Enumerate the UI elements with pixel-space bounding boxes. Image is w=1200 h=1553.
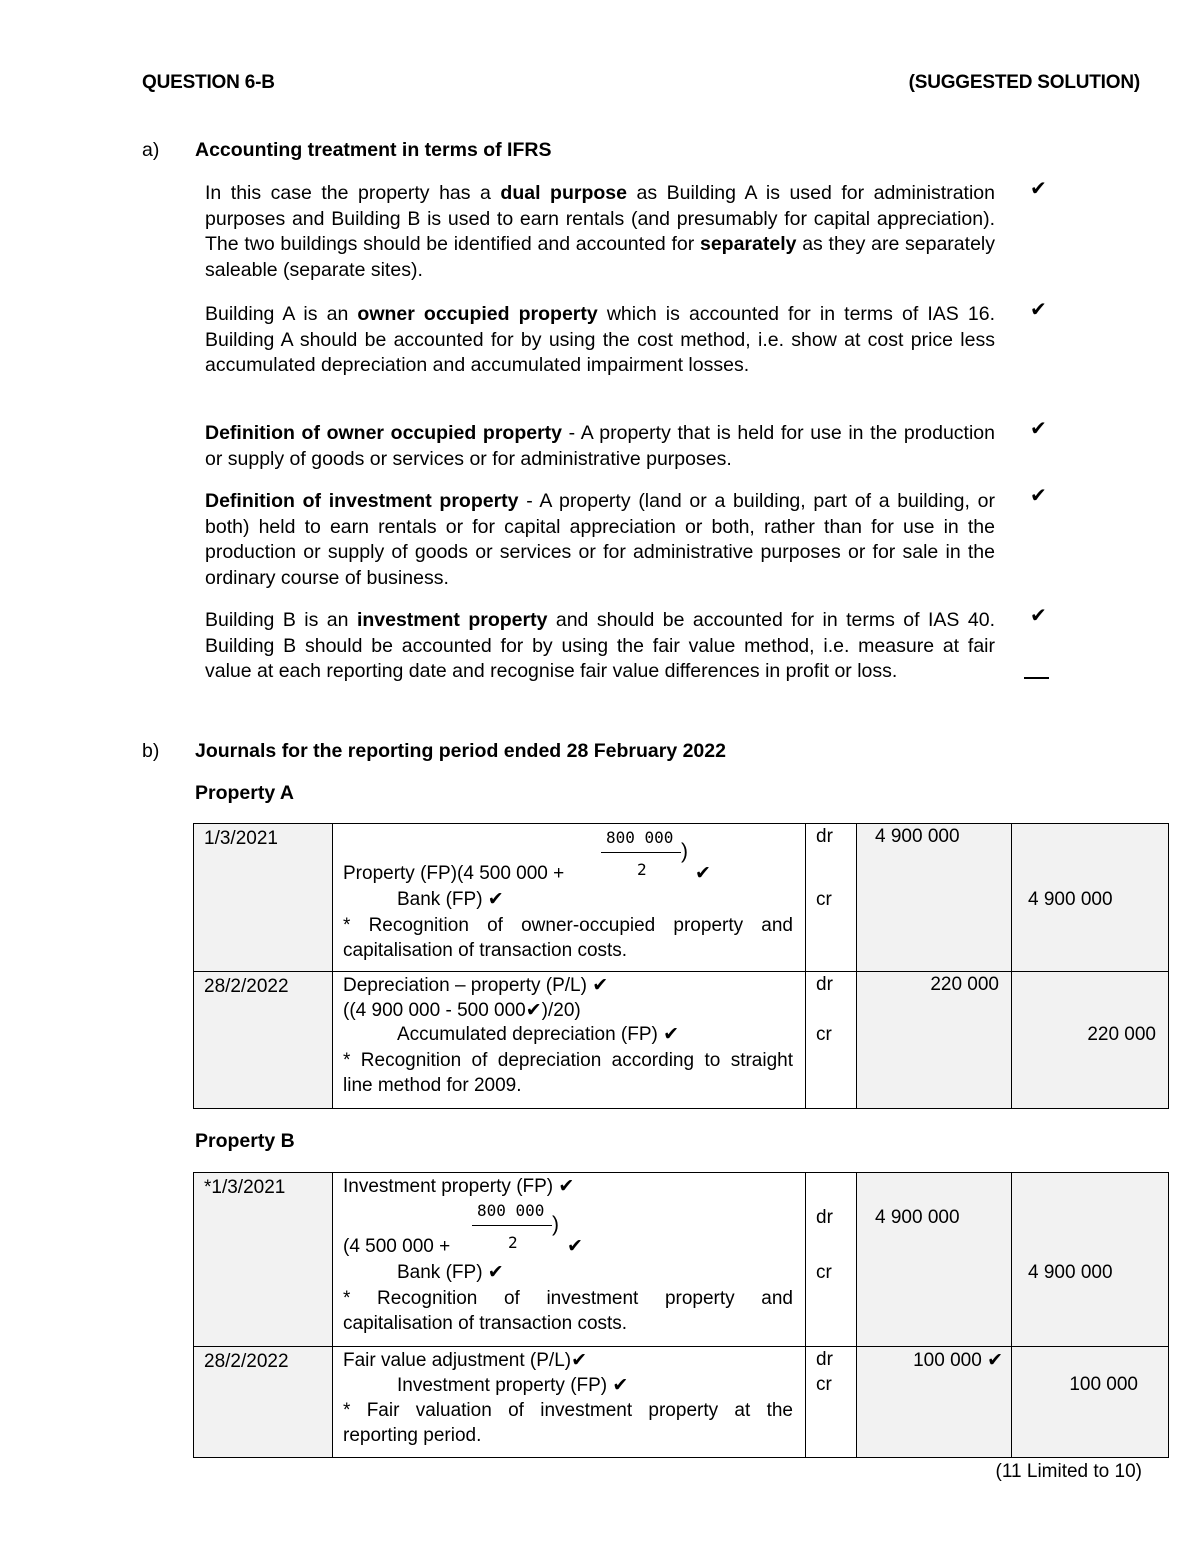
- paragraph-building-b: Building B is an investment property and should be accounted for in terms of IAS 40. Building B should be accounted for by using the fair value method, i.e. measure at fair value at each reporting date and recognise fair value differences in profit or loss.: [205, 609, 995, 683]
- journal-table-property-b: [193, 1172, 1169, 1458]
- credit-amount: 4 900 000: [1028, 889, 1113, 910]
- cr-label: cr: [816, 1262, 832, 1283]
- journal-line-calculation: (4 500 000 +: [343, 1236, 451, 1257]
- credit-amount-cell: [1012, 1347, 1169, 1458]
- fraction-denominator: 2: [637, 860, 647, 879]
- check-mark-icon: ✔: [1030, 299, 1047, 321]
- table-row: [194, 1347, 1169, 1458]
- table-row: [194, 972, 1169, 1109]
- debit-amount: 4 900 000: [875, 826, 960, 847]
- journal-line-investment-property: Investment property (FP) ✔: [397, 1375, 629, 1396]
- journal-line-calculation: ((4 900 000 - 500 000✔)/20): [343, 1000, 581, 1021]
- fraction-paren: ): [552, 1213, 559, 1236]
- table-row: [194, 1173, 1169, 1347]
- journal-date: *1/3/2021: [194, 1173, 333, 1347]
- dr-label: dr: [816, 826, 833, 847]
- credit-amount: 220 000: [1087, 1024, 1156, 1045]
- journal-note: * Recognition of investment property and capitalisation of transaction costs.: [343, 1288, 793, 1334]
- cr-label: cr: [816, 1024, 832, 1045]
- journal-line-investment-property: Investment property (FP) ✔: [343, 1176, 575, 1197]
- journal-line-fair-value-adjustment: Fair value adjustment (P/L)✔: [343, 1350, 588, 1371]
- marks-footer: (11 Limited to 10): [995, 1461, 1142, 1482]
- property-a-heading: Property A: [195, 782, 294, 804]
- solution-label: (SUGGESTED SOLUTION): [908, 72, 1140, 93]
- journal-date: 28/2/2022: [194, 972, 333, 1109]
- section-b-label: b): [142, 740, 160, 762]
- section-a-title: Accounting treatment in terms of IFRS: [195, 139, 552, 161]
- paragraph-building-a: Building A is an owner occupied property which is accounted for in terms of IAS 16. Building A should be accounted for by using the cost method, i.e. show at cost price less accumulated depreciation and accumulated impairment losses.: [205, 303, 995, 377]
- credit-amount-cell: [1012, 972, 1169, 1109]
- question-title: QUESTION 6-B: [142, 72, 275, 93]
- dr-cr-column: [806, 1173, 857, 1347]
- journal-table-property-a: [193, 823, 1169, 1109]
- journal-line-bank: Bank (FP) ✔: [397, 1262, 504, 1283]
- fraction-bar: [472, 1225, 552, 1226]
- debit-amount: 220 000: [930, 974, 999, 995]
- dr-label: dr: [816, 1349, 833, 1370]
- debit-amount-cell: [857, 1173, 1012, 1347]
- property-b-heading: Property B: [195, 1130, 295, 1152]
- journal-date: 1/3/2021: [194, 824, 333, 972]
- debit-amount-cell: [857, 824, 1012, 972]
- check-mark-icon: ✔: [1030, 418, 1047, 440]
- journal-note: * Recognition of owner-occupied property and capitalisation of transaction costs.: [343, 915, 793, 961]
- fraction-paren: ): [681, 840, 688, 863]
- cr-label: cr: [816, 889, 832, 910]
- debit-amount-cell: [857, 972, 1012, 1109]
- paragraph-definition-investment: Definition of investment property - A property (land or a building, part of a building, or both) held to earn rentals or for capital appreciation or both, rather than for use in the production or supply of goods or services or for administrative purposes or for sale in the ordinary course of business.: [205, 490, 995, 589]
- dr-cr-column: [806, 824, 857, 972]
- section-b-title: Journals for the reporting period ended 28 February 2022: [195, 740, 726, 762]
- dr-label: dr: [816, 1207, 833, 1228]
- journal-description: [333, 1347, 806, 1458]
- credit-amount-cell: [1012, 1173, 1169, 1347]
- dr-cr-column: [806, 972, 857, 1109]
- debit-amount-cell: [857, 1347, 1012, 1458]
- credit-amount: 4 900 000: [1028, 1262, 1113, 1283]
- cr-label: cr: [816, 1374, 832, 1395]
- fraction-numerator: 800 000: [606, 828, 674, 847]
- journal-description: [333, 972, 806, 1109]
- dr-cr-column: [806, 1347, 857, 1458]
- table-row: [194, 824, 1169, 972]
- dash-mark: [1024, 677, 1049, 679]
- paragraph-dual-purpose: In this case the property has a dual purpose as Building A is used for administration purposes and Building B is used to earn rentals (and presumably for capital appreciation). The two buildings should be identified and accounted for separately as they are separately saleable (separate sites).: [205, 182, 995, 281]
- fraction-bar: [601, 852, 681, 853]
- journal-date: 28/2/2022: [194, 1347, 333, 1458]
- fraction-numerator: 800 000: [477, 1201, 545, 1220]
- journal-description: [333, 1173, 806, 1347]
- dr-label: dr: [816, 974, 833, 995]
- credit-amount: 100 000: [1069, 1374, 1138, 1395]
- fraction-denominator: 2: [508, 1233, 518, 1252]
- check-mark-icon: ✔: [1030, 485, 1047, 507]
- journal-line-depreciation: Depreciation – property (P/L) ✔: [343, 975, 609, 996]
- journal-note: * Fair valuation of investment property at the reporting period.: [343, 1400, 793, 1446]
- check-mark-icon: ✔: [695, 863, 711, 884]
- journal-description: [333, 824, 806, 972]
- section-a-label: a): [142, 139, 160, 161]
- debit-amount: 100 000 ✔: [913, 1350, 1003, 1371]
- check-mark-icon: ✔: [1030, 178, 1047, 200]
- journal-line-accumulated-depreciation: Accumulated depreciation (FP) ✔: [397, 1024, 680, 1045]
- check-mark-icon: ✔: [567, 1236, 583, 1257]
- paragraph-definition-owner-occupied: Definition of owner occupied property - A property that is held for use in the production or supply of goods or services or for administrative purposes.: [205, 422, 995, 470]
- journal-line-bank: Bank (FP) ✔: [397, 889, 504, 910]
- debit-amount: 4 900 000: [875, 1207, 960, 1228]
- credit-amount-cell: [1012, 824, 1169, 972]
- journal-note: * Recognition of depreciation according to straight line method for 2009.: [343, 1050, 793, 1096]
- check-mark-icon: ✔: [1030, 605, 1047, 627]
- journal-line-property: Property (FP)(4 500 000 +: [343, 863, 565, 884]
